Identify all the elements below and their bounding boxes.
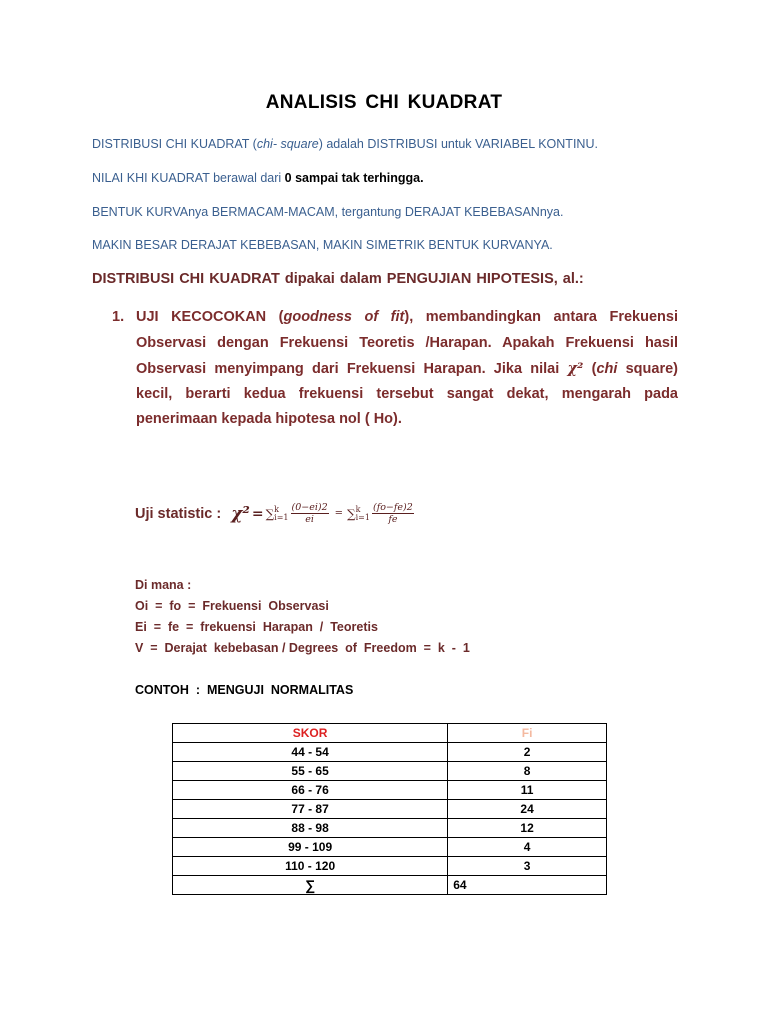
item-line-4: kecil, berarti kedua frekuensi tersebut sangat dekat, mengarah pada <box>136 385 678 402</box>
formula-equals: = <box>251 505 264 522</box>
intro-line-1 <box>92 137 598 151</box>
chi-square-symbol: χ² <box>567 360 584 377</box>
cell-skor: 55 - 65 <box>173 762 448 781</box>
summation-1 <box>266 506 289 522</box>
test-statistic-formula <box>135 502 416 525</box>
intro-line-1-italic: chi- square <box>256 137 319 151</box>
list-item-number: 1. <box>112 309 125 325</box>
cell-fi: 11 <box>448 781 607 800</box>
item-line-5: penerimaan kepada hipotesa nol ( Ho). <box>136 411 402 427</box>
table-row <box>173 819 607 838</box>
definitions-block <box>135 575 470 659</box>
fraction-1-numerator: (0−ei)2 <box>291 502 328 513</box>
intro-line-1-text-a: DISTRIBUSI CHI KUADRAT ( <box>92 137 257 151</box>
definition-oi: Oi = fo = Frekuensi Observasi <box>135 599 329 613</box>
fraction-2 <box>372 502 414 525</box>
table-row <box>173 857 607 876</box>
cell-skor: 44 - 54 <box>173 743 448 762</box>
definition-heading: Di mana : <box>135 578 192 592</box>
sigma-symbol: ∑ <box>347 506 356 521</box>
table-row <box>173 762 607 781</box>
definition-ei: Ei = fe = frekuensi Harapan / Teoretis <box>135 620 378 634</box>
item-line-1-a: UJI KECOCOKAN ( <box>136 309 284 325</box>
cell-skor: 99 - 109 <box>173 838 448 857</box>
table-row <box>173 838 607 857</box>
page-title: ANALISIS CHI KUADRAT <box>265 92 503 113</box>
sigma-symbol: ∑ <box>265 506 275 521</box>
formula-equals-2: = <box>334 508 344 519</box>
item-line-3-italic: chi <box>596 361 618 377</box>
cell-skor: 77 - 87 <box>173 800 448 819</box>
intro-line-2-text-b: 0 sampai tak terhingga. <box>284 171 424 185</box>
frequency-table <box>172 723 607 895</box>
intro-line-2 <box>92 171 424 185</box>
item-line-3-b: ( <box>583 361 597 377</box>
item-line-3 <box>136 356 678 382</box>
frequency-table-body <box>173 724 607 895</box>
header-skor: SKOR <box>173 724 448 743</box>
fraction-1-denominator: ei <box>305 514 314 525</box>
table-row <box>173 743 607 762</box>
cell-skor: 66 - 76 <box>173 781 448 800</box>
formula-lhs: χ² <box>231 503 250 524</box>
summation-2 <box>347 506 370 522</box>
sum-lower-limit: i=1 <box>274 512 289 522</box>
item-line-2: Observasi dengan Frekuensi Teoretis /Harapan. Apakah Frekuensi hasil <box>136 334 678 351</box>
item-line-1 <box>136 305 678 331</box>
sum-upper-limit: k <box>274 504 280 514</box>
intro-line-3: BENTUK KURVAnya BERMACAM-MACAM, tergantung DERAJAT KEBEBASANnya. <box>92 205 564 219</box>
sum-upper-limit: k <box>355 504 361 514</box>
cell-skor: 88 - 98 <box>173 819 448 838</box>
cell-fi: 3 <box>448 857 607 876</box>
formula-label: Uji statistic : <box>135 505 222 522</box>
cell-skor: 110 - 120 <box>173 857 448 876</box>
header-fi: Fi <box>448 724 607 743</box>
cell-fi: 8 <box>448 762 607 781</box>
table-row <box>173 800 607 819</box>
total-value: 64 <box>448 876 607 895</box>
fraction-2-denominator: fe <box>388 514 398 525</box>
list-item-text <box>136 305 678 433</box>
table-total-row <box>173 876 607 895</box>
sum-lower-limit: i=1 <box>355 512 370 522</box>
example-heading: CONTOH : MENGUJI NORMALITAS <box>135 683 354 697</box>
cell-fi: 12 <box>448 819 607 838</box>
total-symbol: ∑ <box>173 876 448 895</box>
item-line-3-d: square) <box>617 361 678 377</box>
fraction-1 <box>291 502 329 525</box>
item-line-3-a: Observasi menyimpang dari Frekuensi Harapan. Jika nilai <box>136 361 568 377</box>
intro-line-2-text-a: NILAI KHI KUADRAT berawal dari <box>92 171 285 185</box>
definition-v: V = Derajat kebebasan / Degrees of Freedom = k - 1 <box>135 641 470 655</box>
section-heading: DISTRIBUSI CHI KUADRAT dipakai dalam PENGUJIAN HIPOTESIS, al.: <box>92 271 584 287</box>
table-header-row <box>173 724 607 743</box>
intro-line-1-text-c: ) adalah DISTRIBUSI untuk VARIABEL KONTINU. <box>318 137 598 151</box>
item-line-1-italic: goodness of fit <box>283 309 405 325</box>
fraction-2-numerator: (fo−fe)2 <box>372 502 413 513</box>
cell-fi: 2 <box>448 743 607 762</box>
cell-fi: 24 <box>448 800 607 819</box>
item-line-1-c: ), membandingkan antara Frekuensi <box>404 309 678 325</box>
table-row <box>173 781 607 800</box>
cell-fi: 4 <box>448 838 607 857</box>
list-item-1 <box>112 305 678 433</box>
intro-line-4: MAKIN BESAR DERAJAT KEBEBASAN, MAKIN SIMETRIK BENTUK KURVANYA. <box>92 238 553 252</box>
